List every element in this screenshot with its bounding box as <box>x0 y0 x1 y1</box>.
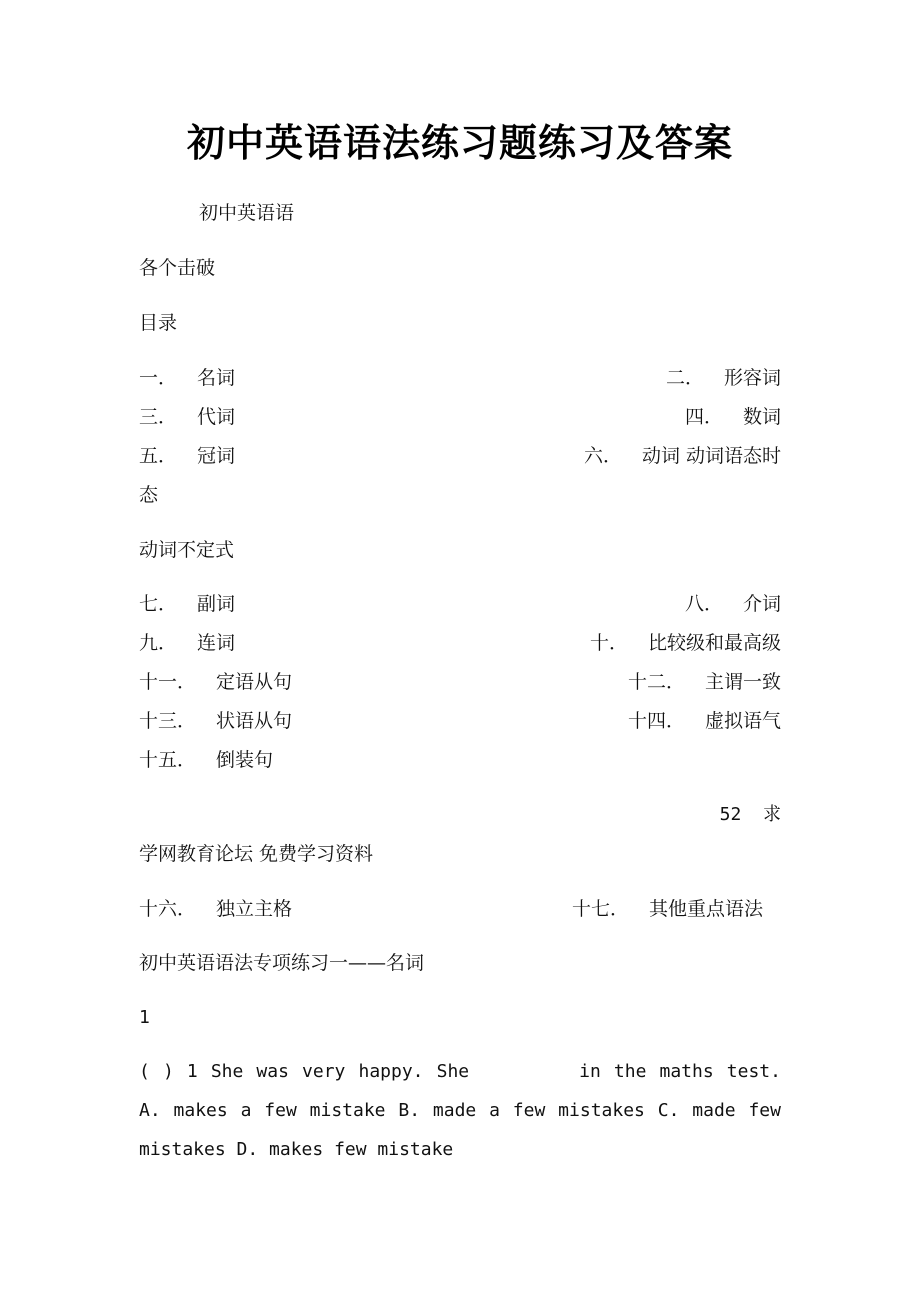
toc-item-verbs[interactable]: 六． 动词 动词语态时 <box>583 445 781 467</box>
question-suffix: in the maths test. A. makes a few mistake B. made a few mistakes C. made few mistakes D. makes few mistake <box>139 1061 781 1160</box>
intro-text: 各个击破 <box>139 257 216 279</box>
toc-item-conjunctions[interactable]: 九． 连词 <box>139 632 236 654</box>
toc-item-articles[interactable]: 五． 冠词 <box>139 445 236 467</box>
toc-item-adverbial-clauses[interactable]: 十三． 状语从句 <box>139 710 293 732</box>
toc-item-other-grammar[interactable]: 十七． 其他重点语法 <box>571 898 763 920</box>
question-1 <box>139 1052 781 1169</box>
toc-item-inversion[interactable]: 十五． 倒装句 <box>139 749 274 771</box>
toc-item-comparatives[interactable]: 十． 比较级和最高级 <box>589 632 781 654</box>
toc-item-numerals[interactable]: 四． 数词 <box>684 406 781 428</box>
toc-item-adverbs[interactable]: 七． 副词 <box>139 593 236 615</box>
toc-item-infinitive[interactable]: 动词不定式 <box>139 539 235 561</box>
toc-item-absolute-construction[interactable]: 十六． 独立主格 <box>139 898 293 920</box>
toc-item-subjunctive[interactable]: 十四． 虚拟语气 <box>627 710 781 732</box>
page-number-text: 52 求 <box>719 804 781 825</box>
toc-item-subject-verb-agreement[interactable]: 十二． 主谓一致 <box>627 671 781 693</box>
toc-heading: 目录 <box>139 312 178 334</box>
toc-item-pronouns[interactable]: 三． 代词 <box>139 406 236 428</box>
document-title: 初中英语语法练习题练习及答案 <box>186 120 733 165</box>
toc-item-nouns[interactable]: 一． 名词 <box>139 367 236 389</box>
subtitle: 初中英语语 <box>199 202 295 224</box>
toc-item-adjectives[interactable]: 二． 形容词 <box>665 367 781 389</box>
question-prefix: ( ) 1 She was very happy. She <box>139 1061 470 1082</box>
forum-text: 学网教育论坛 免费学习资料 <box>139 843 374 865</box>
toc-item-verbs-cont: 态 <box>139 484 159 506</box>
section-number: 1 <box>139 1007 150 1028</box>
section-title: 初中英语语法专项练习一——名词 <box>139 952 425 974</box>
toc-item-attributive-clauses[interactable]: 十一． 定语从句 <box>139 671 293 693</box>
toc-item-prepositions[interactable]: 八． 介词 <box>684 593 781 615</box>
